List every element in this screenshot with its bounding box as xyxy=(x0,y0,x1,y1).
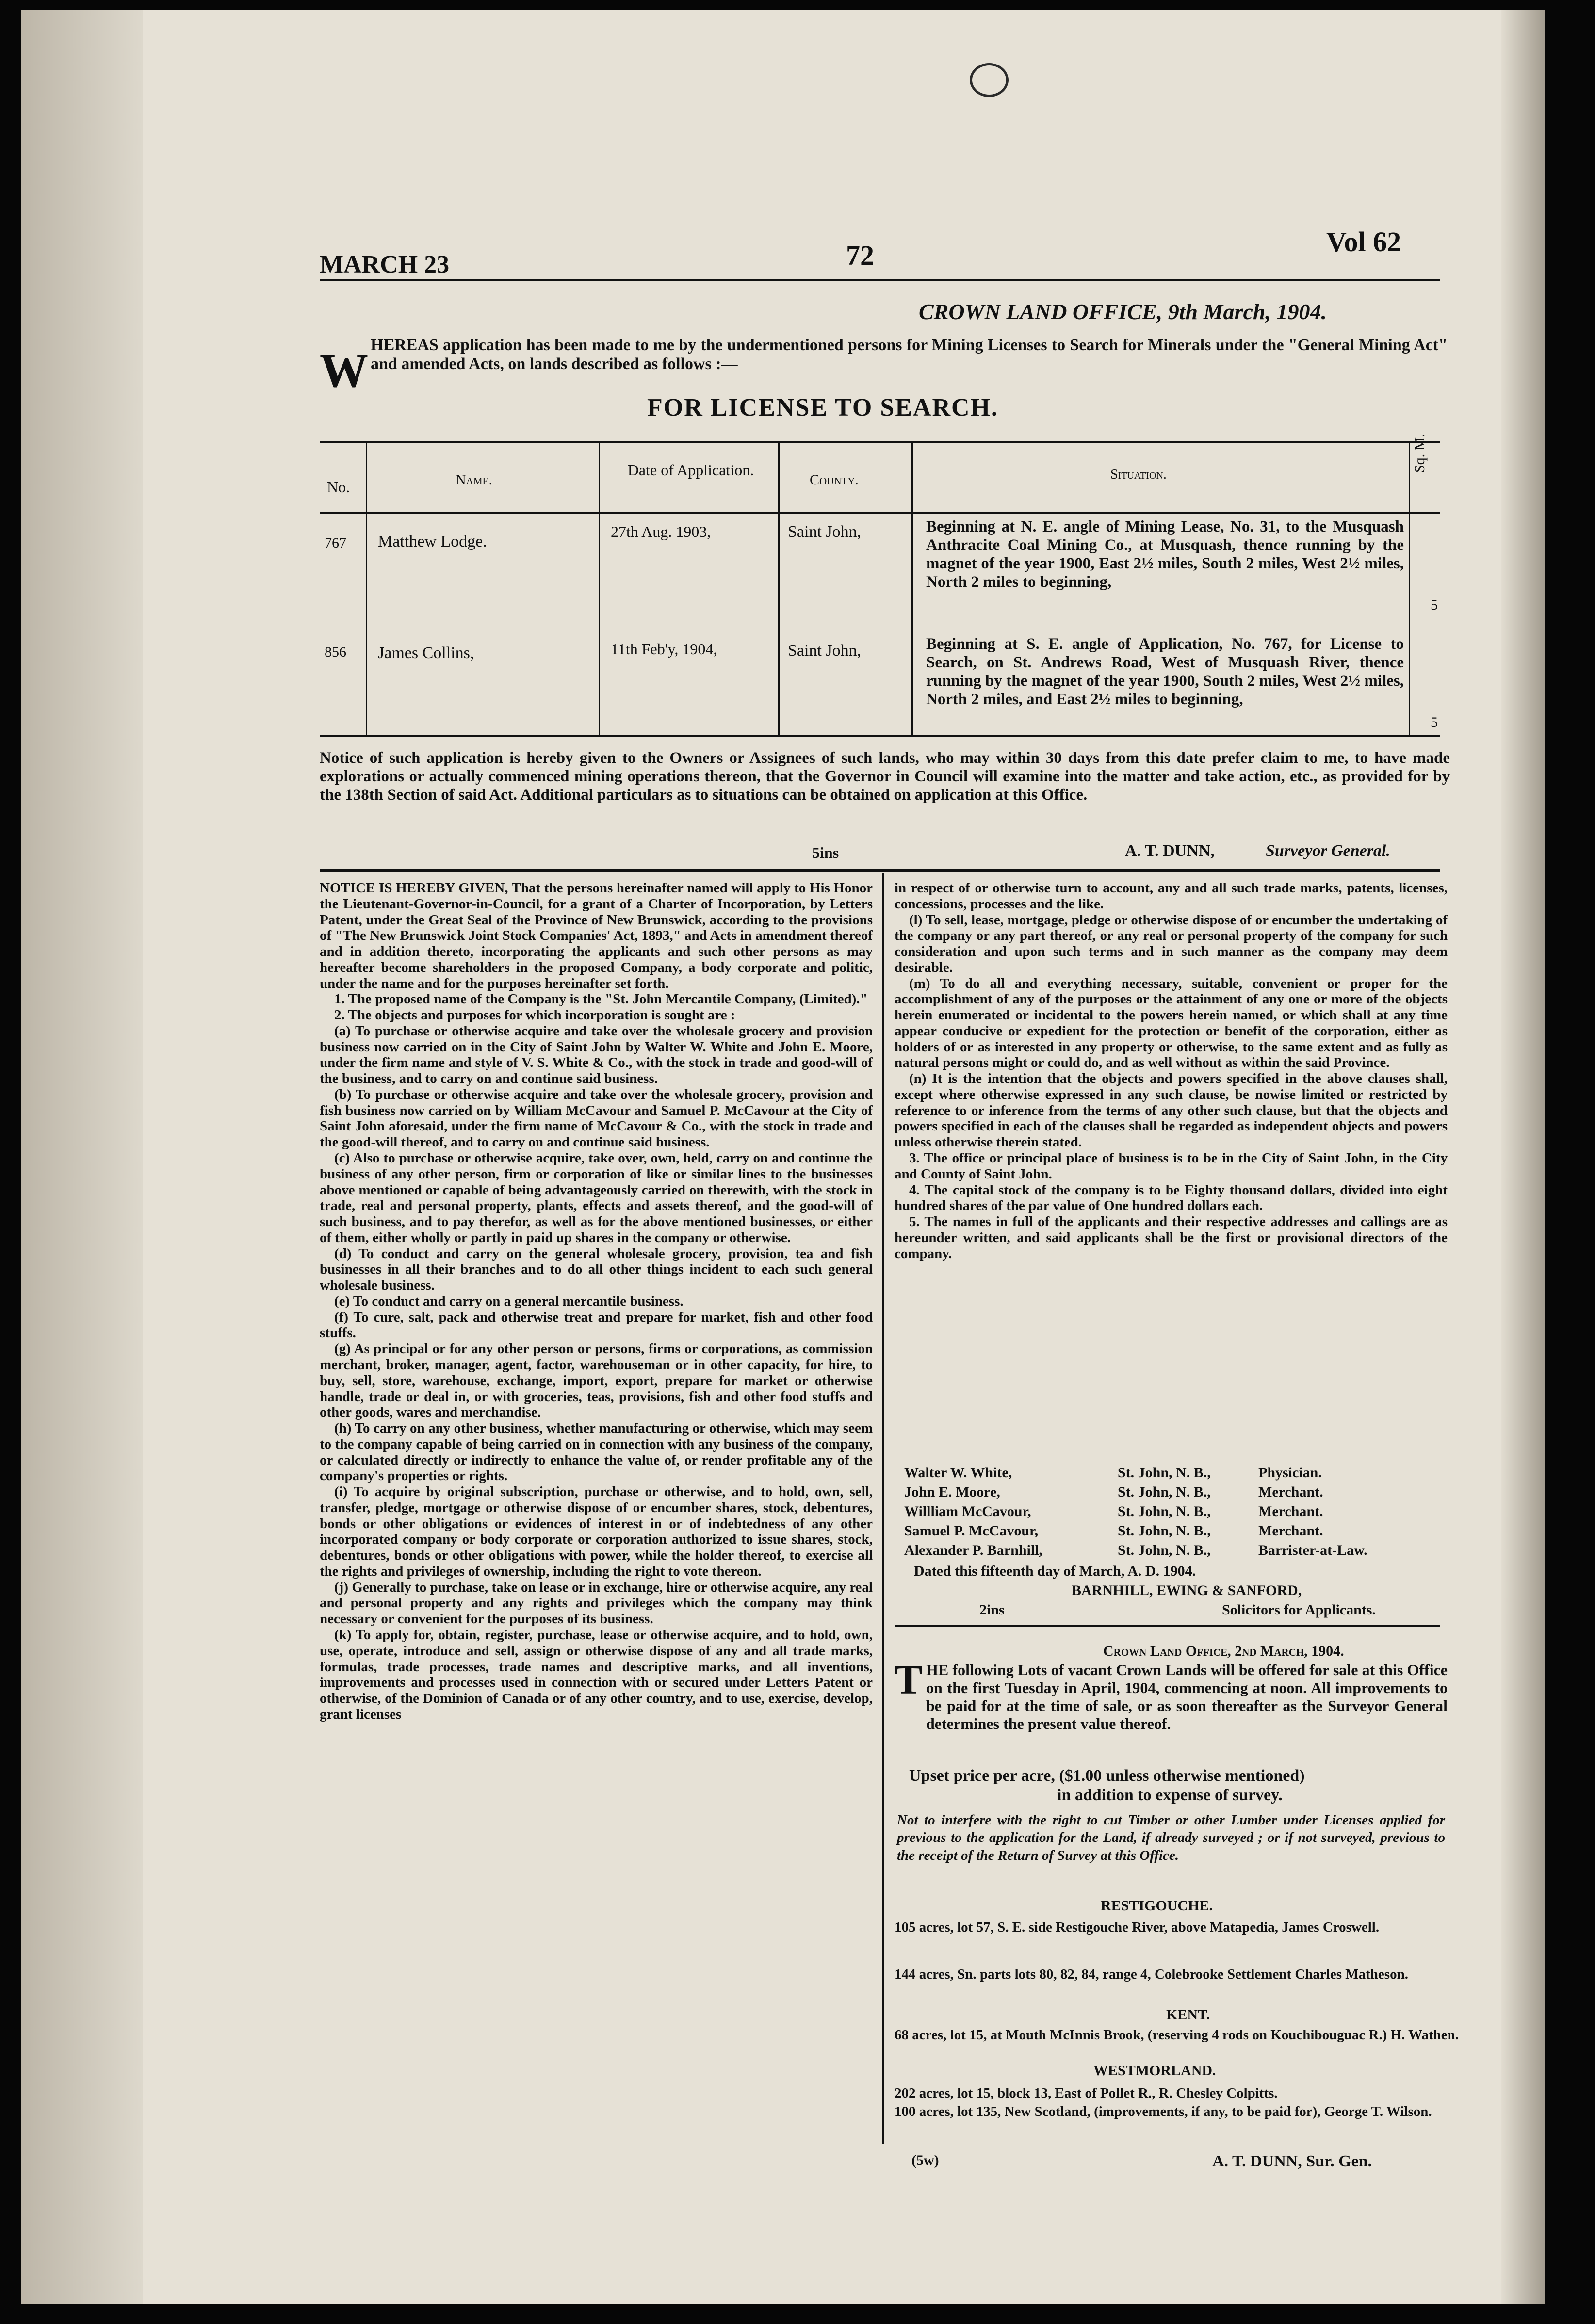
paragraph: (f) To cure, salt, pack and otherwise treat and prepare for market, fish and other food stuffs. xyxy=(320,1309,873,1341)
drop-cap-t: T xyxy=(895,1656,923,1703)
page-edge-shadow xyxy=(1501,10,1545,2304)
sale-dateline: Crown Land Office, 2nd March, 1904. xyxy=(1103,1643,1344,1659)
applicant-row xyxy=(904,1465,1448,1481)
paper-sheet xyxy=(21,10,1545,2304)
mining-insertions: 5ins xyxy=(812,844,839,861)
applicant-row xyxy=(904,1523,1448,1539)
table-col-rule xyxy=(778,441,780,735)
lot-entry: 105 acres, lot 57, S. E. side Restigouche River, above Matapedia, James Croswell. xyxy=(895,1920,1380,1935)
mining-notice-text: Notice of such application is hereby given to the Owners or Assignees of such lands, who may within 30 days from this date prefer claim to me, to have made explorations or actually commenced mining operations thereon, that the Governor in Council will examine into the matter and take action, etc., as provided for by the 138th Section of said Act. Additional particulars as to situations can be obtained on application at this Office. xyxy=(320,749,1450,804)
applicant-address: St. John, N. B., xyxy=(1118,1542,1211,1558)
row-name: James Collins, xyxy=(378,644,474,662)
header-volume: Vol 62 xyxy=(1326,226,1401,258)
table-header-rule xyxy=(320,512,1440,514)
incorporation-insertions: 2ins xyxy=(979,1602,1005,1618)
paragraph: 5. The names in full of the applicants and their respective addresses and callings are as hereunder written, and said applicants shall be the first or provisional directors of the company. xyxy=(895,1214,1448,1261)
lot-entry: 144 acres, Sn. parts lots 80, 82, 84, range 4, Colebrooke Settlement Charles Matheson. xyxy=(895,1967,1408,1982)
mining-heading: FOR LICENSE TO SEARCH. xyxy=(647,394,999,421)
section-rule xyxy=(895,1625,1440,1627)
applicant-calling: Merchant. xyxy=(1258,1484,1323,1500)
timber-note: Not to interfere with the right to cut Timber or other Lumber under Licenses applied for previous to the application for the Land, if already surveyed ; or if not surveyed, previous to the receipt of the Return of Survey at this Office. xyxy=(897,1812,1445,1863)
applicant-calling: Merchant. xyxy=(1258,1503,1323,1519)
header-date: MARCH 23 xyxy=(320,251,450,278)
paragraph: 3. The office or principal place of business is to be in the City of Saint John, in the City and County of Saint John. xyxy=(895,1150,1448,1182)
table-col-rule xyxy=(366,441,367,735)
paragraph: (m) To do all and everything necessary, suitable, convenient or proper for the accomplishment of any of the purposes or the attainment of any one or more of the objects herein enumerated or incidental to the powers herein named, or which shall at any time appear conducive or expedient for the protection or benefit of the corporation, either as holders of or as interested in any property or otherwise, to the same extent and as fully as natural persons might or could do, and as well without as within the said Province. xyxy=(895,975,1448,1071)
table-top-rule xyxy=(320,441,1440,443)
applicant-address: St. John, N. B., xyxy=(1118,1484,1211,1500)
header-rule xyxy=(320,279,1440,281)
page-binding-shadow xyxy=(21,10,143,2304)
county-heading: RESTIGOUCHE. xyxy=(1101,1898,1213,1914)
solicitors-line: Solicitors for Applicants. xyxy=(1222,1602,1376,1618)
solicitor-firm: BARNHILL, EWING & SANFORD, xyxy=(1072,1582,1302,1598)
table-bottom-rule xyxy=(320,735,1440,737)
applicant-name: John E. Moore, xyxy=(904,1484,1000,1500)
applicant-name: Alexander P. Barnhill, xyxy=(904,1542,1043,1558)
row-county: Saint John, xyxy=(788,523,862,541)
incorporation-dated: Dated this fifteenth day of March, A. D. 1904. xyxy=(914,1563,1196,1579)
paragraph: (n) It is the intention that the objects and powers specified in the above clauses shall, except where otherwise expressed in any such clause, be nowise limited or restricted by reference to or inference from the terms of any other such clause, but that the objects and powers specified in each of the clauses shall be regarded as independent objects and powers unless otherwise therein stated. xyxy=(895,1071,1448,1150)
column-divider xyxy=(882,873,884,2144)
row-situation: Beginning at S. E. angle of Application, No. 767, for License to Search, on St. Andrews Road, West of Musquash River, thence running by the magnet of the year 1900, South 2 miles, West 2½ miles, North 2 miles, and East 2½ miles to beginning, xyxy=(926,635,1404,708)
col-header-county: County. xyxy=(810,472,859,488)
row-name: Matthew Lodge. xyxy=(378,533,487,550)
row-no: 856 xyxy=(325,644,346,660)
row-date: 11th Feb'y, 1904, xyxy=(611,640,717,658)
incorporation-intro: NOTICE IS HEREBY GIVEN, That the persons hereinafter named will apply to His Honor the Lieutenant-Governor-in-Council, for a grant of a Charter of Incorporation, by Letters Patent, under the Great Seal of the Province of New Brunswick, according to the provisions of "The New Brunswick Joint Stock Companies' Act, 1893," and Acts in amendment thereof and in addition thereto, incorporating the applicants and such other persons as may hereafter become shareholders in the proposed Company, a body corporate and politic, under the name and for the purposes hereinafter set forth. xyxy=(320,880,873,991)
incorporation-right-column xyxy=(895,880,1448,1261)
col-header-situation: Situation. xyxy=(1110,467,1167,482)
applicant-address: St. John, N. B., xyxy=(1118,1503,1211,1519)
lot-entry: 202 acres, lot 15, block 13, East of Pollet R., R. Chesley Colpitts. xyxy=(895,2085,1278,2101)
paragraph: 2. The objects and purposes for which incorporation is sought are : xyxy=(334,1007,735,1023)
paragraph: (j) Generally to purchase, take on lease or in exchange, hire or otherwise acquire, any real and personal property and any rights and privileges which the company may think necessary or convenient for the purposes of its business. xyxy=(320,1579,873,1627)
applicant-address: St. John, N. B., xyxy=(1118,1465,1211,1481)
paragraph: (c) Also to purchase or otherwise acquire, take over, own, held, carry on and continue the business of any other person, firm or corporation of like or similar lines to the businesses above mentioned or capable of being advantageously carried on therewith, with the stock in trade, real and personal property, plants, effects and assets thereof, and the good-will of such business, and to pay therefor, as well as for the above mentioned businesses, or either of them, either wholly or partly in paid up shares in the company or otherwise. xyxy=(320,1150,873,1245)
applicant-calling: Barrister-at-Law. xyxy=(1258,1542,1367,1558)
col-header-name: Name. xyxy=(456,472,492,488)
mining-signature-title: Surveyor General. xyxy=(1266,842,1390,860)
col-header-date: Date of Application. xyxy=(627,461,754,479)
upset-price: Upset price per acre, ($1.00 unless otherwise mentioned) xyxy=(909,1767,1305,1785)
sale-signature: A. T. DUNN, Sur. Gen. xyxy=(1212,2152,1372,2170)
paragraph: (e) To conduct and carry on a general mercantile business. xyxy=(334,1293,684,1309)
paragraph: in respect of or otherwise turn to account, any and all such trade marks, patents, licenses, concessions, processes and the like. xyxy=(895,880,1448,912)
paragraph: (h) To carry on any other business, whether manufacturing or otherwise, which may seem to the company capable of being carried on in connection with any business of the company, or calculated directly or indirectly to enhance the value of, or render profitable any of the company's properties or rights. xyxy=(320,1420,873,1484)
section-rule xyxy=(320,869,1440,872)
mining-intro: HEREAS application has been made to me by the undermentioned persons for Mining Licenses to Search for Minerals under the "General Mining Act" and amended Acts, on lands described as follows :— xyxy=(371,336,1448,373)
upset-note: in addition to expense of survey. xyxy=(1057,1786,1283,1804)
paragraph: (l) To sell, lease, mortgage, pledge or otherwise dispose of or encumber the undertaking of the company or any part thereof, or any real or personal property of the company for such consideration and upon such terms and in such manner as the company may deem desirable. xyxy=(895,912,1448,975)
lot-entry: 68 acres, lot 15, at Mouth McInnis Brook, (reserving 4 rods on Kouchibouguac R.) H. Wathen. xyxy=(895,2027,1459,2043)
paragraph: (i) To acquire by original subscription, purchase or otherwise, and to hold, own, sell, transfer, pledge, mortgage or otherwise dispose of or encumber shares, stock, debentures, bonds or other obligations or evidences of interest in or of indebtedness of any other incorporated company or body corporate or corporation authorized to issue shares, stock, debentures, bonds or other obligations with power, while the holder thereof, to exercise all the rights and privileges of ownership, including the right to vote thereon. xyxy=(320,1484,873,1579)
applicant-calling: Merchant. xyxy=(1258,1523,1323,1539)
paragraph: (d) To conduct and carry on the general wholesale grocery, provision, tea and fish businesses in all their branches and to do all other things incident to each such general wholesale business. xyxy=(320,1245,873,1293)
paragraph: (g) As principal or for any other person or persons, firms or corporations, as commission merchant, broker, manager, agent, factor, warehouseman or in other capacity, for hire, to buy, sell, store, warehouse, exchange, import, export, prepare for market or otherwise handle, trade or deal in, or with groceries, teas, provisions, fish and other food stuffs and other goods, wares and merchandise. xyxy=(320,1341,873,1420)
punch-hole xyxy=(970,63,1009,97)
row-sqm: 5 xyxy=(1431,714,1438,730)
row-date: 27th Aug. 1903, xyxy=(611,523,711,540)
header-page-number: 72 xyxy=(846,240,874,271)
applicant-row xyxy=(904,1542,1448,1559)
applicant-row xyxy=(904,1503,1448,1520)
incorporation-left-column xyxy=(320,880,873,1723)
applicant-name: Willliam McCavour, xyxy=(904,1503,1031,1519)
paragraph: 1. The proposed name of the Company is the "St. John Mercantile Company, (Limited)." xyxy=(334,991,868,1007)
lot-entry: 100 acres, lot 135, New Scotland, (improvements, if any, to be paid for), George T. Wilson. xyxy=(895,2104,1432,2119)
row-situation: Beginning at N. E. angle of Mining Lease, No. 31, to the Musquash Anthracite Coal Mining Co., at Musquash, thence running by the magnet of the year 1900, East 2½ miles, South 2 miles, West 2½ miles, North 2 miles to beginning, xyxy=(926,518,1404,591)
sale-insertions: (5w) xyxy=(911,2152,939,2168)
col-header-sqm: Sq. M. xyxy=(1412,434,1428,473)
paragraph: (k) To apply for, obtain, register, purchase, lease or otherwise acquire, and to hold, own, use, operate, introduce and sell, assign or otherwise dispose of any and all trade marks, formulas, trade processes, trade names and descriptive marks, and all inventions, improvements and processes used in connection with or secured under Letters Patent or otherwise, of the Dominion of Canada or of any other country, and to use, exercise, develop, grant licenses xyxy=(320,1627,873,1722)
paragraph: (a) To purchase or otherwise acquire and take over the wholesale grocery and provision business now carried on in the City of Saint John by Walter W. White and John E. Moore, under the firm name and style of V. S. White & Co., with the stock in trade and good-will of the business, and to carry on and continue said business. xyxy=(320,1023,873,1087)
applicant-name: Samuel P. McCavour, xyxy=(904,1523,1039,1539)
col-header-no: No. xyxy=(327,478,350,496)
county-heading: KENT. xyxy=(1166,2007,1210,2023)
row-sqm: 5 xyxy=(1431,597,1438,613)
applicant-address: St. John, N. B., xyxy=(1118,1523,1211,1539)
mining-dateline: CROWN LAND OFFICE, 9th March, 1904. xyxy=(919,299,1327,324)
paragraph: (b) To purchase or otherwise acquire and take over the wholesale grocery, provision and fish business now carried on by William McCavour and Samuel P. McCavour at the City of Saint John aforesaid, under the firm name of McCavour & Co., with the stock in trade and the good-will thereof, and to carry on and continue said business. xyxy=(320,1086,873,1150)
table-col-rule xyxy=(1409,441,1410,735)
row-no: 767 xyxy=(325,535,346,551)
mining-signature: A. T. DUNN, xyxy=(1125,842,1215,860)
table-col-rule xyxy=(911,441,913,735)
county-heading: WESTMORLAND. xyxy=(1093,2063,1216,2079)
drop-cap-w: W xyxy=(320,344,368,398)
row-county: Saint John, xyxy=(788,642,862,660)
applicant-calling: Physician. xyxy=(1258,1465,1322,1481)
table-col-rule xyxy=(599,441,600,735)
sale-intro: HE following Lots of vacant Crown Lands will be offered for sale at this Office on the first Tuesday in April, 1904, commencing at noon. All improvements to be paid for at the time of sale, or as soon thereafter as the Surveyor General determines the present value thereof. xyxy=(926,1661,1448,1733)
applicant-row xyxy=(904,1484,1448,1501)
paragraph: 4. The capital stock of the company is to be Eighty thousand dollars, divided into eight hundred shares of the par value of One hundred dollars each. xyxy=(895,1182,1448,1214)
applicant-name: Walter W. White, xyxy=(904,1465,1012,1481)
